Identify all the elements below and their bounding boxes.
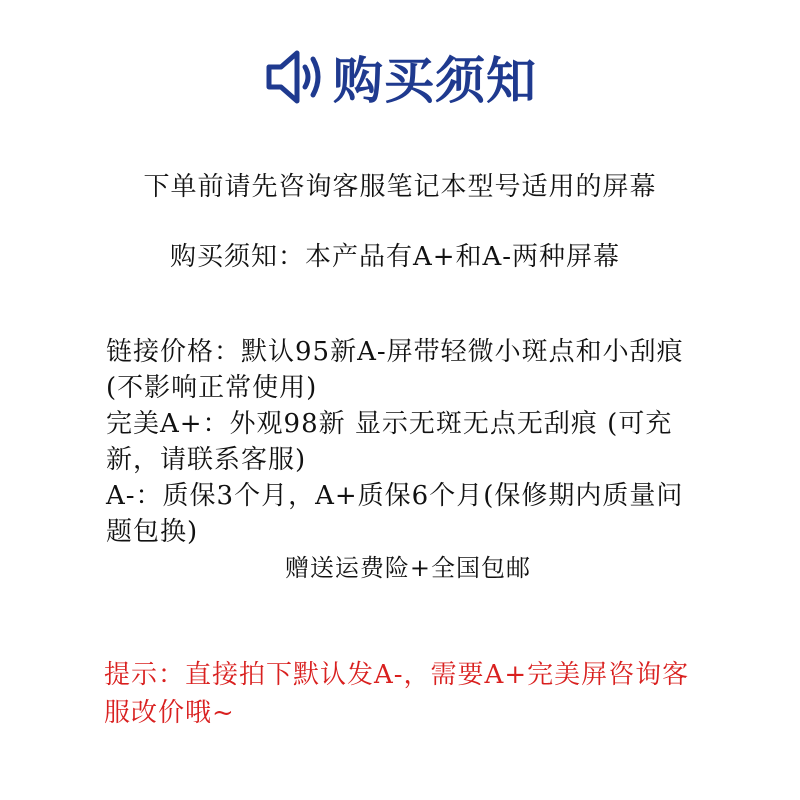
gift-notice: 赠送运费险+全国包邮 (284, 554, 532, 582)
screen-types-notice: 购买须知：本产品有A+和A-两种屏幕 (169, 242, 621, 272)
perfect-screen-description: 完美A+：外观98新 显示无斑无点无刮痕 (可充新，请联系客服) (106, 409, 673, 475)
consult-notice: 下单前请先咨询客服笔记本型号适用的屏幕 (143, 172, 657, 202)
price-link-description: 链接价格：默认95新A-屏带轻微小斑点和小刮痕(不影响正常使用) (106, 337, 684, 403)
page-title: 购买须知 (333, 52, 537, 110)
speaker-icon (263, 47, 327, 107)
details-block (106, 334, 706, 550)
tip-notice: 提示：直接拍下默认发A-，需要A+完美屏咨询客服改价哦~ (104, 660, 690, 728)
header (0, 42, 800, 112)
warranty-description: A-：质保3个月，A+质保6个月(保修期内质量问题包换) (106, 481, 684, 547)
